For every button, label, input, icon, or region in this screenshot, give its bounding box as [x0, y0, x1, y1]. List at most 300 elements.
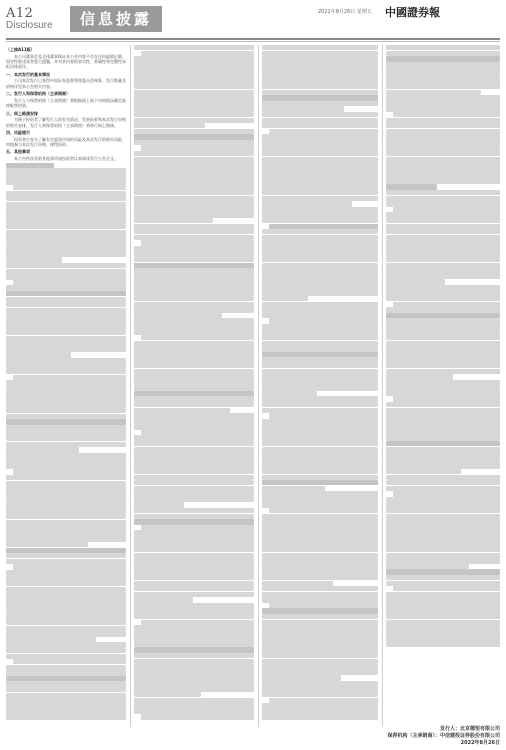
- text-line: [262, 106, 344, 111]
- text-line: [386, 413, 500, 418]
- text-line: [134, 112, 254, 117]
- text-line: [134, 675, 254, 680]
- text-line: [134, 285, 254, 290]
- text-line: [386, 525, 500, 530]
- text-line: [386, 184, 437, 189]
- text-line: [6, 257, 62, 262]
- text-line: [134, 257, 254, 262]
- text-line: [262, 469, 378, 474]
- text-line: [134, 614, 254, 619]
- text-line: [386, 497, 500, 502]
- text-line: [134, 402, 254, 407]
- text-line: [386, 145, 500, 150]
- text-line: [134, 569, 254, 574]
- text-line: [134, 151, 254, 156]
- text-line: [386, 168, 500, 173]
- text-line: [386, 274, 500, 279]
- text-line: [6, 453, 126, 458]
- text-line: [6, 553, 126, 558]
- text-line: [134, 56, 254, 61]
- text-line: [386, 257, 500, 262]
- text-line: [134, 530, 254, 535]
- text-line: [386, 452, 500, 457]
- text-line: [134, 235, 254, 240]
- text-line: [134, 553, 254, 558]
- text-line: [6, 592, 126, 597]
- text-fill: [134, 45, 254, 720]
- text-line: [386, 502, 500, 507]
- text-line: [262, 435, 378, 440]
- text-line: [134, 558, 254, 563]
- text-line: [386, 408, 500, 413]
- text-line: [6, 436, 126, 441]
- text-line: [6, 347, 126, 352]
- text-line: [134, 686, 254, 691]
- text-line: [262, 363, 378, 368]
- text-line: [134, 62, 254, 67]
- text-line: [262, 586, 378, 591]
- text-line: [6, 665, 126, 670]
- text-line: [6, 386, 126, 391]
- text-line: [262, 575, 378, 580]
- text-line: [386, 151, 500, 156]
- text-line: [393, 112, 500, 117]
- text-line: [134, 201, 254, 206]
- text-line: [393, 586, 500, 591]
- text-line: [386, 363, 500, 368]
- text-line: [386, 597, 500, 602]
- text-line: [262, 564, 378, 569]
- text-line: [262, 419, 378, 424]
- text-line: [6, 174, 126, 179]
- text-line: [386, 106, 500, 111]
- text-line: [134, 575, 254, 580]
- text-line: [262, 497, 378, 502]
- text-line: [134, 346, 254, 351]
- text-line: [6, 609, 126, 614]
- text-line: [134, 435, 254, 440]
- text-line: [6, 631, 126, 636]
- header-rule-thin: [6, 41, 500, 42]
- text-line: [6, 430, 126, 435]
- text-line: [262, 296, 308, 301]
- text-line: [262, 240, 378, 245]
- text-fill: [386, 45, 500, 647]
- text-line: [134, 709, 254, 714]
- text-line: [134, 391, 254, 396]
- text-line: [13, 564, 126, 569]
- text-line: [134, 653, 254, 658]
- text-line: [134, 123, 205, 128]
- text-line: [262, 84, 378, 89]
- text-line: [134, 212, 254, 217]
- text-line: [6, 285, 126, 290]
- article-columns: [6, 45, 500, 727]
- column-divider: [258, 45, 259, 727]
- text-line: [262, 263, 378, 268]
- text-line: [6, 224, 126, 229]
- text-line: [386, 329, 500, 334]
- text-line: [262, 380, 378, 385]
- text-line: [386, 218, 500, 223]
- text-line: [262, 536, 378, 541]
- text-line: [393, 491, 500, 496]
- text-line: [386, 84, 500, 89]
- text-line: [6, 575, 126, 580]
- text-line: [134, 173, 254, 178]
- text-line: [134, 385, 254, 390]
- text-line: [6, 614, 126, 619]
- text-line: [262, 67, 378, 72]
- text-line: [386, 229, 500, 234]
- text-line: [386, 246, 500, 251]
- text-line: [386, 352, 500, 357]
- text-line: [6, 269, 126, 274]
- text-line: [262, 90, 378, 95]
- text-line: [6, 402, 126, 407]
- text-line: [262, 502, 378, 507]
- text-line: [386, 547, 500, 552]
- text-line: [386, 642, 500, 647]
- text-line: [134, 670, 254, 675]
- text-line: [262, 597, 378, 602]
- text-line: [386, 475, 500, 480]
- text-line: [13, 469, 126, 474]
- text-line: [134, 168, 254, 173]
- text-line: [386, 536, 500, 541]
- text-line: [134, 541, 254, 546]
- text-line: [6, 397, 126, 402]
- text-line: [134, 564, 254, 569]
- text-line: [262, 553, 378, 558]
- text-fill: [6, 163, 126, 721]
- text-line: [393, 302, 500, 307]
- text-line: [386, 508, 500, 513]
- text-line: [6, 274, 126, 279]
- text-line: [6, 508, 126, 513]
- text-line: [141, 51, 254, 56]
- text-line: [262, 519, 378, 524]
- text-line: [386, 335, 500, 340]
- text-line: [262, 430, 378, 435]
- text-line: [269, 224, 378, 229]
- text-line: [262, 569, 378, 574]
- text-line: [6, 715, 126, 720]
- text-line: [262, 391, 317, 396]
- text-line: [269, 129, 378, 134]
- text-line: [6, 548, 126, 553]
- text-line: [134, 636, 254, 641]
- text-line: [134, 413, 254, 418]
- text-line: [134, 664, 254, 669]
- text-line: [386, 318, 500, 323]
- text-line: [134, 502, 184, 507]
- text-line: [386, 480, 500, 485]
- text-line: [262, 714, 378, 719]
- text-line: [386, 592, 500, 597]
- text-line: [134, 642, 254, 647]
- text-line: [6, 570, 126, 575]
- text-line: [134, 313, 222, 318]
- text-line: [262, 101, 378, 106]
- text-line: [134, 84, 254, 89]
- text-line: [262, 447, 378, 452]
- text-line: [269, 318, 378, 323]
- text-fill: [262, 45, 378, 720]
- text-line: [262, 670, 378, 675]
- text-line: [386, 307, 500, 312]
- text-line: [6, 308, 126, 313]
- text-line: [386, 424, 500, 429]
- text-line: [141, 525, 254, 530]
- text-line: [134, 486, 254, 491]
- text-line: [386, 190, 500, 195]
- text-line: [134, 608, 254, 613]
- text-line: [6, 670, 126, 675]
- text-line: [262, 145, 378, 150]
- text-line: [6, 302, 126, 307]
- text-line: [262, 112, 378, 117]
- text-line: [386, 564, 469, 569]
- text-line: [134, 290, 254, 295]
- article-opening: （上接A11版）: [6, 47, 35, 52]
- text-line: [6, 213, 126, 218]
- text-line: [134, 463, 254, 468]
- text-line: [386, 196, 500, 201]
- text-line: [386, 56, 500, 61]
- text-line: [6, 230, 126, 235]
- signature-date: 2022年8月26日: [460, 740, 500, 746]
- text-column-3: [262, 45, 378, 727]
- text-line: [386, 296, 500, 301]
- text-line: [6, 559, 126, 564]
- text-line: [134, 380, 254, 385]
- text-line: [134, 95, 254, 100]
- text-line: [134, 631, 254, 636]
- sponsor-signature: 保荐机构（主承销商）：中信建投证券股份有限公司: [387, 733, 500, 739]
- text-line: [6, 676, 126, 681]
- text-line: [262, 207, 378, 212]
- text-line: [386, 458, 500, 463]
- text-line: [386, 380, 500, 385]
- text-line: [262, 73, 378, 78]
- text-line: [386, 212, 500, 217]
- text-line: [386, 430, 500, 435]
- text-line: [6, 648, 126, 653]
- text-line: [134, 659, 254, 664]
- text-line: [134, 547, 254, 552]
- text-line: [262, 157, 378, 162]
- text-line: [134, 497, 254, 502]
- text-line: [269, 413, 378, 418]
- text-line: [386, 173, 500, 178]
- text-line: [6, 179, 126, 184]
- text-line: [134, 369, 254, 374]
- text-line: [134, 162, 254, 167]
- text-line: [6, 369, 126, 374]
- text-line: [386, 140, 500, 145]
- text-line: [134, 396, 254, 401]
- text-line: [134, 268, 254, 273]
- text-line: [386, 51, 500, 56]
- text-line: [134, 324, 254, 329]
- text-line: [262, 62, 378, 67]
- text-line: [262, 709, 378, 714]
- text-line: [386, 95, 500, 100]
- text-line: [262, 151, 378, 156]
- text-line: [386, 73, 500, 78]
- text-line: [262, 229, 378, 234]
- text-line: [262, 179, 378, 184]
- text-line: [262, 592, 378, 597]
- text-line: [262, 313, 378, 318]
- text-column-1: [6, 45, 126, 727]
- text-line: [262, 385, 378, 390]
- text-line: [6, 536, 126, 541]
- text-line: [134, 251, 254, 256]
- text-line: [6, 414, 126, 419]
- text-line: [134, 374, 254, 379]
- text-line: [141, 430, 254, 435]
- text-line: [386, 575, 500, 580]
- text-line: [262, 302, 378, 307]
- text-line: [6, 637, 96, 642]
- text-line: [134, 246, 254, 251]
- text-line: [134, 129, 254, 134]
- text-line: [6, 492, 126, 497]
- text-line: [262, 647, 378, 652]
- text-line: [262, 352, 378, 357]
- text-line: [262, 51, 378, 56]
- text-line: [134, 196, 254, 201]
- article-paragraph: 本公司董事会及全体董事保证本公告内容不存在任何虚假记载、误导性陈述或者重大遗漏，并对其内容的真实性、准确性和完整性承担法律责任。: [6, 53, 126, 70]
- text-line: [6, 168, 126, 173]
- text-line: [386, 341, 500, 346]
- article-heading: 一、本次发行的基本情况: [6, 71, 50, 77]
- text-line: [6, 486, 126, 491]
- text-line: [386, 346, 500, 351]
- text-line: [262, 173, 378, 178]
- text-line: [386, 78, 500, 83]
- text-line: [6, 163, 54, 168]
- text-line: [134, 536, 254, 541]
- text-line: [386, 469, 461, 474]
- text-line: [134, 357, 254, 362]
- text-line: [386, 569, 500, 574]
- text-line: [6, 693, 126, 698]
- text-line: [6, 654, 126, 659]
- text-line: [393, 396, 500, 401]
- text-line: [6, 626, 126, 631]
- text-line: [13, 185, 126, 190]
- text-line: [386, 541, 500, 546]
- text-line: [134, 681, 254, 686]
- text-line: [262, 625, 378, 630]
- text-line: [6, 603, 126, 608]
- text-line: [262, 369, 378, 374]
- text-line: [262, 692, 378, 697]
- text-line: [134, 475, 254, 480]
- text-line: [386, 101, 500, 106]
- text-line: [141, 335, 254, 340]
- text-line: [134, 78, 254, 83]
- text-line: [262, 201, 352, 206]
- text-line: [6, 581, 126, 586]
- text-line: [6, 475, 126, 480]
- text-line: [262, 307, 378, 312]
- text-line: [262, 491, 378, 496]
- text-line: [262, 212, 378, 217]
- article-paragraph: 本公告所涉及的其他事项请投资者认真阅读发行公告全文。: [14, 156, 118, 162]
- text-line: [262, 408, 378, 413]
- text-line: [6, 196, 126, 201]
- text-line: [6, 447, 79, 452]
- article-heading: 五、其他事项: [6, 149, 30, 155]
- text-line: [134, 508, 254, 513]
- page-header: [0, 0, 506, 40]
- text-line: [134, 224, 254, 229]
- text-line: [6, 525, 126, 530]
- text-line: [13, 280, 126, 285]
- header-rule: [6, 38, 500, 40]
- text-line: [6, 191, 126, 196]
- text-line: [262, 402, 378, 407]
- text-line: [134, 157, 254, 162]
- text-line: [134, 307, 254, 312]
- text-line: [386, 157, 500, 162]
- text-line: [262, 424, 378, 429]
- text-line: [134, 90, 254, 95]
- text-column-2: [134, 45, 254, 727]
- text-line: [262, 274, 378, 279]
- text-line: [262, 642, 378, 647]
- text-line: [386, 369, 500, 374]
- text-line: [262, 636, 378, 641]
- text-line: [262, 268, 378, 273]
- text-line: [262, 190, 378, 195]
- text-line: [134, 341, 254, 346]
- text-line: [134, 447, 254, 452]
- text-line: [386, 419, 500, 424]
- text-line: [134, 469, 254, 474]
- text-line: [386, 385, 500, 390]
- text-line: [262, 514, 378, 519]
- text-line: [386, 313, 500, 318]
- text-line: [134, 118, 254, 123]
- text-line: [262, 525, 378, 530]
- text-line: [269, 508, 378, 513]
- text-line: [141, 714, 254, 719]
- text-line: [134, 134, 254, 139]
- text-line: [386, 625, 500, 630]
- text-line: [386, 636, 500, 641]
- text-line: [386, 553, 500, 558]
- text-line: [386, 90, 481, 95]
- text-line: [6, 497, 126, 502]
- text-line: [262, 251, 378, 256]
- text-line: [6, 235, 126, 240]
- text-line: [6, 330, 126, 335]
- text-line: [6, 681, 126, 686]
- text-line: [262, 608, 378, 613]
- text-line: [134, 329, 254, 334]
- text-line: [134, 45, 254, 50]
- text-line: [386, 251, 500, 256]
- text-line: [134, 184, 254, 189]
- text-line: [269, 603, 378, 608]
- text-line: [386, 558, 500, 563]
- text-line: [134, 597, 193, 602]
